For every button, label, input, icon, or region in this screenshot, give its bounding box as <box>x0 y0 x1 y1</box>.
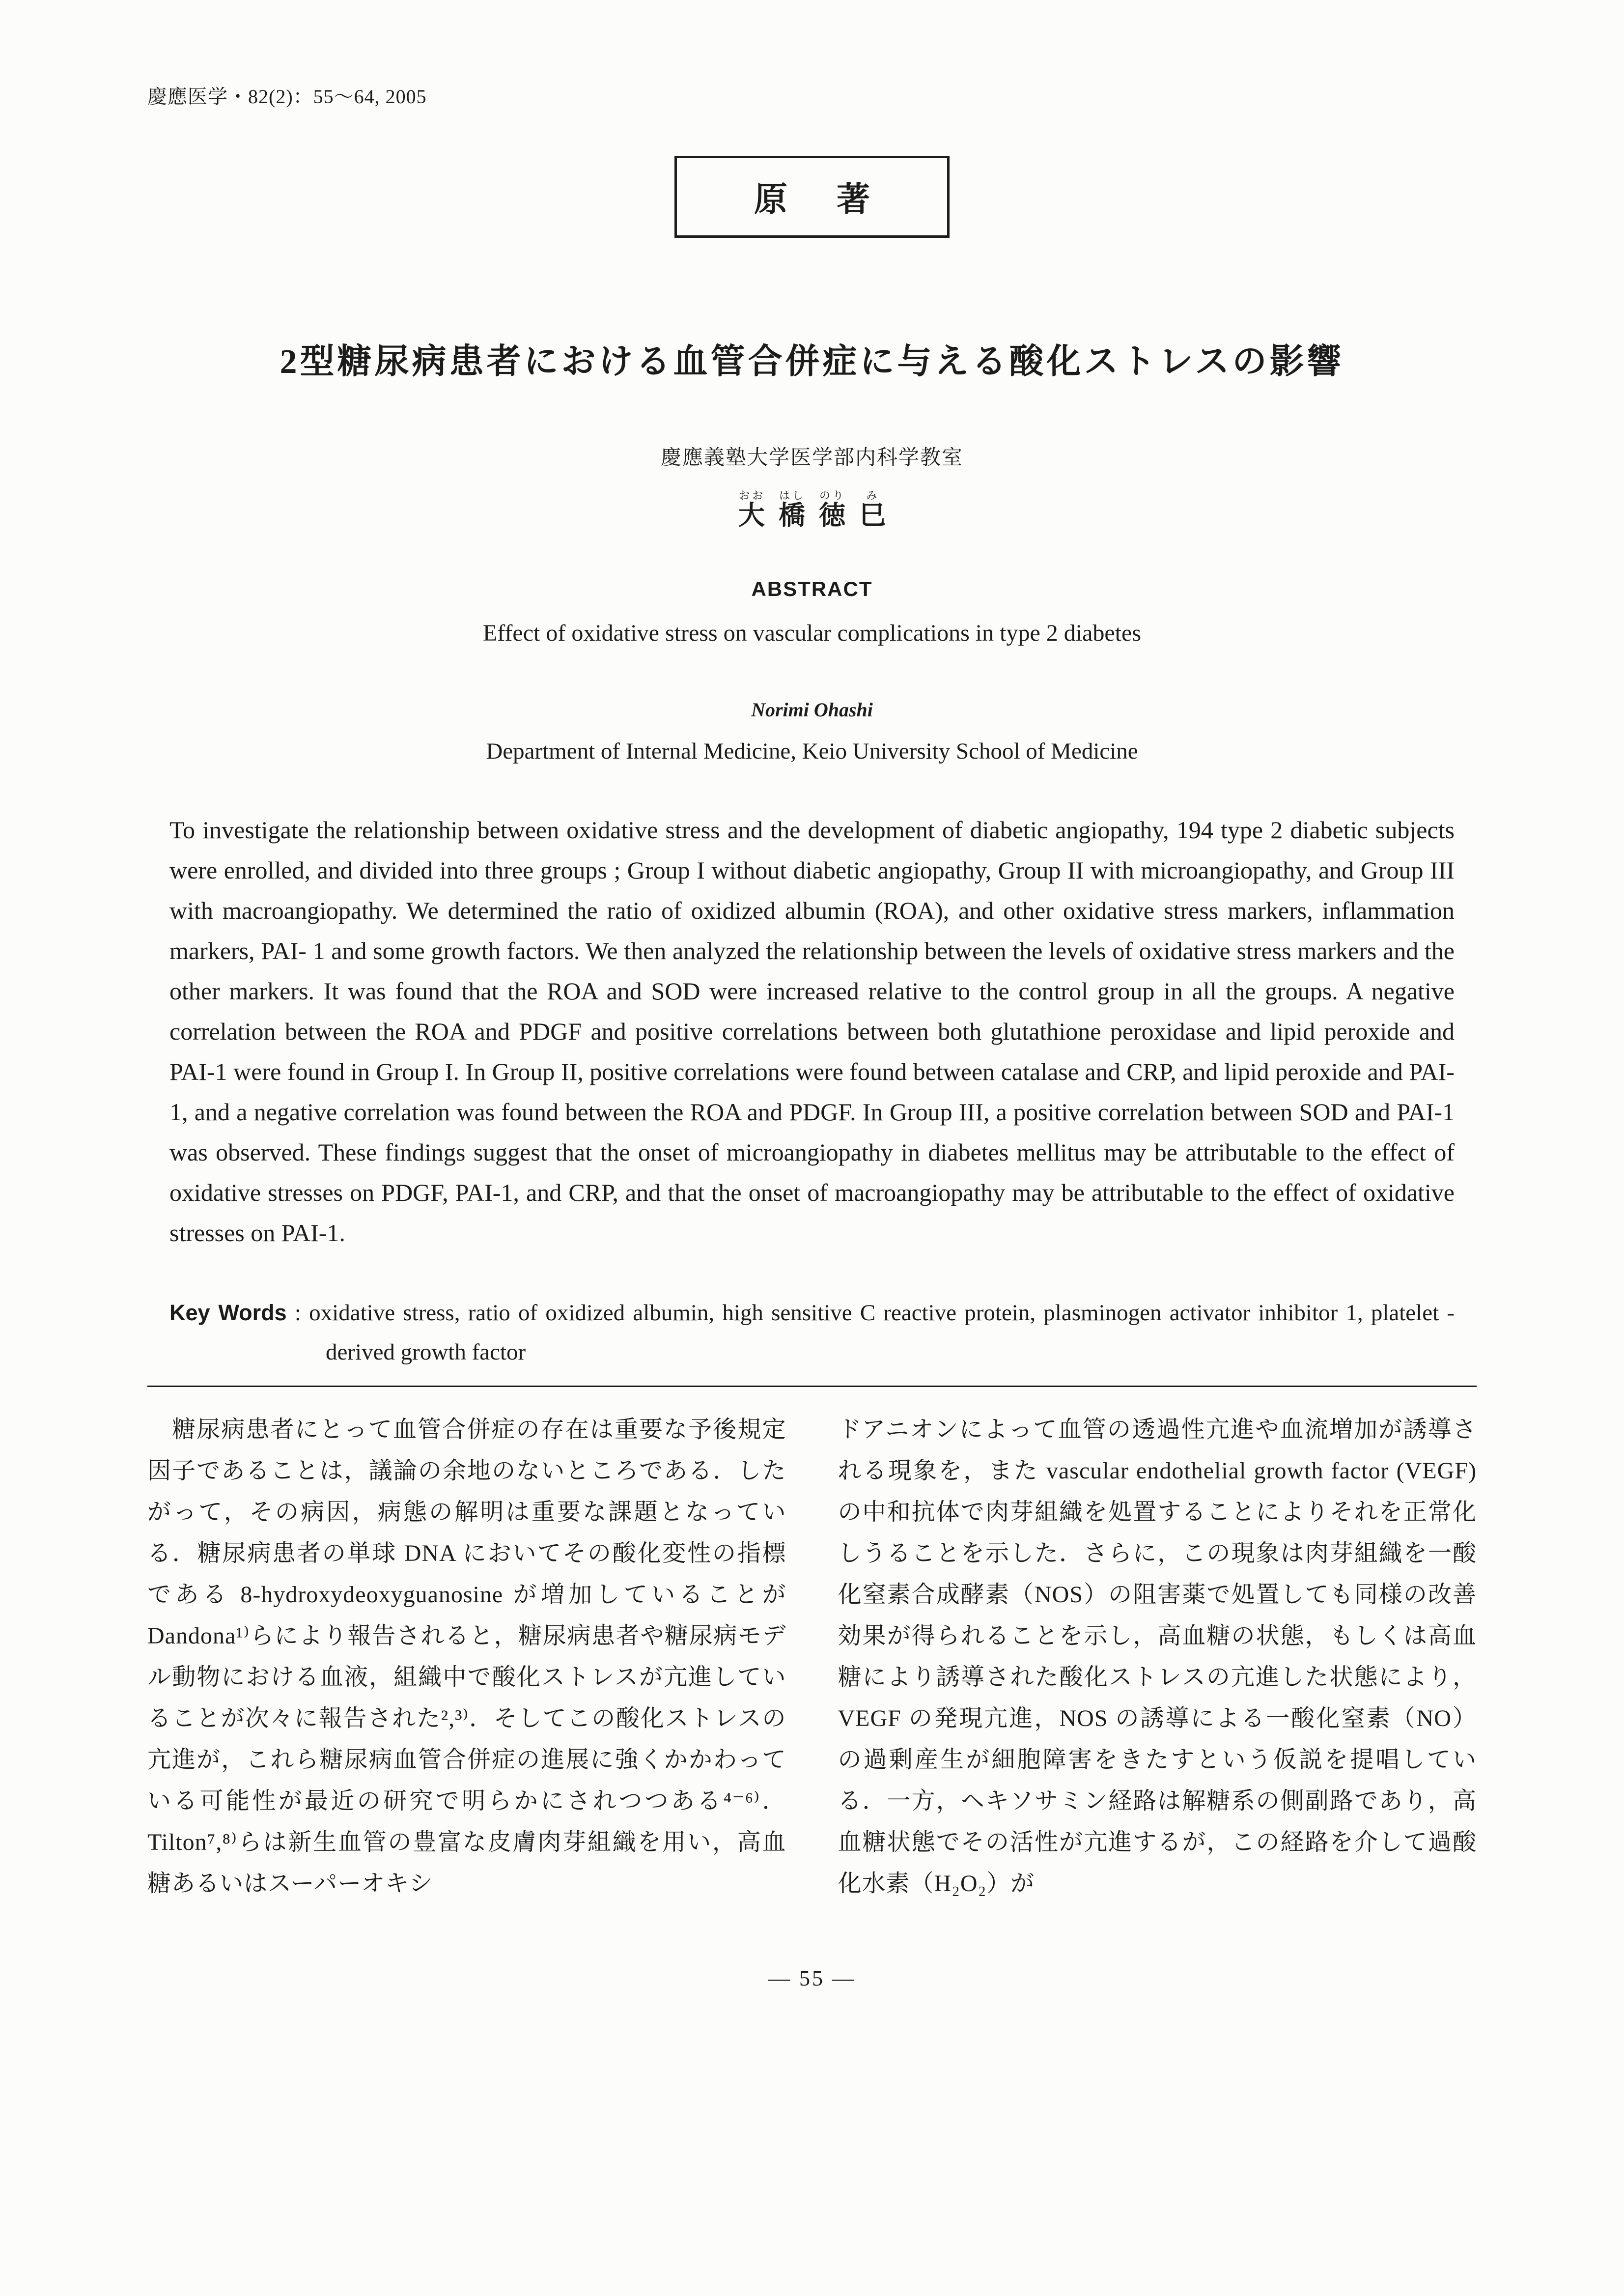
author-char-1 <box>738 489 765 530</box>
author-char-2-base: 橋 <box>779 501 805 530</box>
article-type-box <box>674 156 950 238</box>
article-type-label: 原 著 <box>754 181 878 218</box>
journal-citation: 慶應医学・82(2)：55〜64, 2005 <box>147 85 427 108</box>
author-char-2 <box>779 489 805 530</box>
page-number: — 55 — <box>768 1966 856 1990</box>
author-char-4-furigana: み <box>859 489 886 502</box>
body-right-column: ドアニオンによって血管の透過性亢進や血流増加が誘導される現象を，また vascular endothelial growth factor (VEGF) の中和抗体で肉芽組織を処置することによりそれを正常化しうることを示した．さらに，この現象は肉芽組織を一酸化窒素合成酵素（NOS）の阻害薬で処置しても同様の改善効果が得られることを示し，高血糖の状態，もしくは高血糖により誘導された酸化ストレスの亢進した状態により，VEGF の発現亢進，NOS の誘導による一酸化窒素（NO）の過剰産生が細胞障害をきたすという仮説を提唱している．一方，ヘキソサミン経路は解糖系の側副路であり，高血糖状態でその活性が亢進するが，この経路を介して過酸化水素（H₂O₂）が <box>838 1417 1477 1897</box>
keywords-text: oxidative stress, ratio of oxidized albumin, high sensitive C reactive protein, plasminogen activator inhibitor 1, platelet -derived growth factor <box>309 1300 1455 1365</box>
author-char-1-furigana: おお <box>738 489 765 502</box>
body-left-column: 糖尿病患者にとって血管合併症の存在は重要な予後規定因子であることは，議論の余地のないところである．したがって，その病因，病態の解明は重要な課題となっている．糖尿病患者の単球 DNA においてその酸化変性の指標である 8-hydroxydeoxyguanosine が増加していることが Dandona¹⁾らにより報告されると，糖尿病患者や糖尿病モデル動物における血液，組織中で酸化ストレスが亢進していることが次々に報告された²,³⁾．そしてこの酸化ストレスの亢進が，これら糖尿病血管合併症の進展に強くかかわっている可能性が最近の研究で明らかにされつつある⁴⁻⁶⁾．Tilton⁷,⁸⁾らは新生血管の豊富な皮膚肉芽組織を用い，高血糖あるいはスーパーオキシ <box>147 1417 786 1897</box>
author-char-4 <box>859 489 886 530</box>
affiliation-ja: 慶應義塾大学医学部内科学教室 <box>660 447 963 469</box>
article-title-ja: 2型糖尿病患者における血管合併症に与える酸化ストレスの影響 <box>280 343 1344 381</box>
author-char-2-furigana: はし <box>779 489 805 502</box>
author-char-3-furigana: のり <box>819 489 845 502</box>
author-name-ja <box>147 489 1477 532</box>
keywords-separator: : <box>286 1300 309 1326</box>
article-title-en: Effect of oxidative stress on vascular complications in type 2 diabetes <box>482 620 1142 646</box>
affiliation-en: Department of Internal Medicine, Keio University School of Medicine <box>486 738 1138 764</box>
author-char-4-base: 巳 <box>859 501 886 530</box>
keywords-label: Key Words <box>169 1300 287 1325</box>
author-char-3-base: 徳 <box>819 501 845 530</box>
abstract-body: To investigate the relationship between oxidative stress and the development of diabetic angiopathy, 194 type 2 diabetic subjects were enrolled, and divided into three groups ; Group I without diabetic angiopathy, Group II with microangiopathy, and Group III with macroangiopathy. We determined the ratio of oxidized albumin (ROA), and other oxidative stress markers, inflammation markers, PAI- 1 and some growth factors. We then analyzed the relationship between the levels of oxidative stress markers and the other markers. It was found that the ROA and SOD were increased relative to the control group in all the groups. A negative correlation between the ROA and PDGF and positive correlations between both glutathione peroxidase and lipid peroxide and PAI-1 were found in Group I. In Group II, positive correlations were found between catalase and CRP, and lipid peroxide and PAI-1, and a negative correlation was found between the ROA and PDGF. In Group III, a positive correlation between SOD and PAI-1 was observed. These findings suggest that the onset of microangiopathy in diabetes mellitus may be attributable to the effect of oxidative stresses on PDGF, PAI-1, and CRP, and that the onset of macroangiopathy may be attributable to the effect of oxidative stresses on PAI-1. <box>169 816 1455 1247</box>
author-name-en: Norimi Ohashi <box>751 699 873 721</box>
author-char-1-base: 大 <box>738 501 765 530</box>
keywords-block <box>169 1293 1455 1372</box>
author-char-3 <box>819 489 845 530</box>
abstract-heading: ABSTRACT <box>751 577 873 600</box>
body-columns <box>147 1409 1477 1904</box>
section-divider <box>147 1386 1477 1387</box>
